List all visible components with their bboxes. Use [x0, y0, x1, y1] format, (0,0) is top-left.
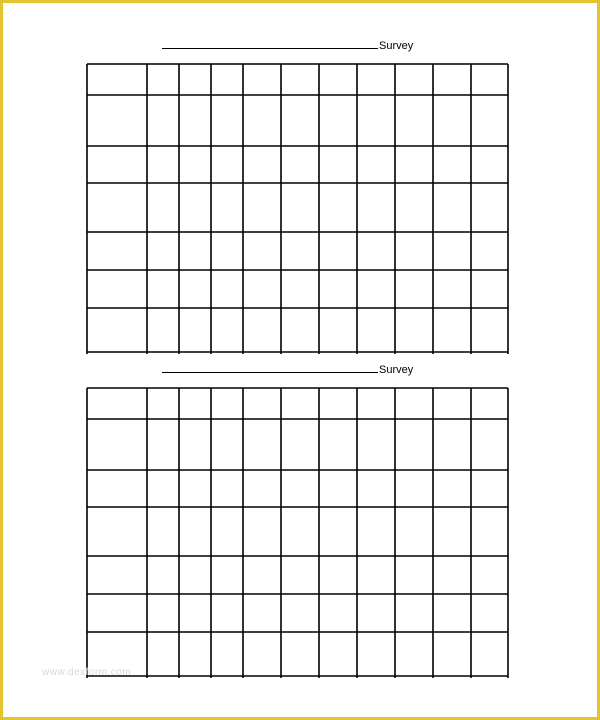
- survey-title-text: Survey: [379, 40, 414, 52]
- survey-title-text: Survey: [379, 364, 414, 376]
- watermark-text: www.dexform.com: [42, 667, 132, 678]
